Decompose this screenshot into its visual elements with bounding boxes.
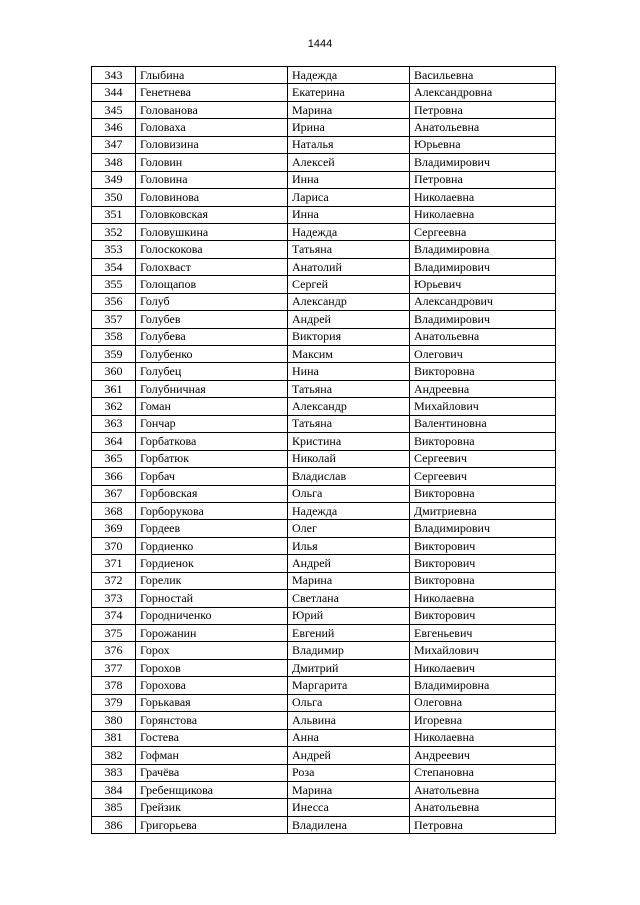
row-number-cell: 381 xyxy=(92,729,136,746)
surname-cell: Голубева xyxy=(136,328,288,345)
patronymic-cell: Анатольевна xyxy=(410,328,556,345)
surname-cell: Гончар xyxy=(136,415,288,432)
table-row xyxy=(92,816,556,833)
surname-cell: Горбовская xyxy=(136,485,288,502)
row-number-cell: 363 xyxy=(92,415,136,432)
row-number-cell: 369 xyxy=(92,520,136,537)
surname-cell: Головинова xyxy=(136,189,288,206)
surname-cell: Горбатюк xyxy=(136,450,288,467)
surname-cell: Головизина xyxy=(136,136,288,153)
row-number-cell: 350 xyxy=(92,189,136,206)
table-row xyxy=(92,311,556,328)
first-name-cell: Анатолий xyxy=(288,258,410,275)
first-name-cell: Владислав xyxy=(288,468,410,485)
row-number-cell: 343 xyxy=(92,67,136,84)
table-row xyxy=(92,171,556,188)
first-name-cell: Роза xyxy=(288,764,410,781)
surname-cell: Горохова xyxy=(136,677,288,694)
row-number-cell: 352 xyxy=(92,223,136,240)
surname-cell: Голованова xyxy=(136,101,288,118)
patronymic-cell: Степановна xyxy=(410,764,556,781)
surname-cell: Голубничная xyxy=(136,380,288,397)
patronymic-cell: Викторович xyxy=(410,537,556,554)
first-name-cell: Марина xyxy=(288,572,410,589)
surname-cell: Горбаткова xyxy=(136,433,288,450)
table-row xyxy=(92,84,556,101)
surname-cell: Гостева xyxy=(136,729,288,746)
first-name-cell: Андрей xyxy=(288,311,410,328)
first-name-cell: Дмитрий xyxy=(288,659,410,676)
surname-cell: Головина xyxy=(136,171,288,188)
patronymic-cell: Викторовна xyxy=(410,572,556,589)
table-row xyxy=(92,659,556,676)
first-name-cell: Надежда xyxy=(288,67,410,84)
surname-cell: Горностай xyxy=(136,590,288,607)
first-name-cell: Ольга xyxy=(288,694,410,711)
table-row xyxy=(92,520,556,537)
first-name-cell: Татьяна xyxy=(288,380,410,397)
patronymic-cell: Юрьевна xyxy=(410,136,556,153)
names-table xyxy=(91,66,556,834)
patronymic-cell: Петровна xyxy=(410,816,556,833)
row-number-cell: 378 xyxy=(92,677,136,694)
surname-cell: Горох xyxy=(136,642,288,659)
patronymic-cell: Николаевна xyxy=(410,189,556,206)
row-number-cell: 367 xyxy=(92,485,136,502)
first-name-cell: Альвина xyxy=(288,712,410,729)
table-row xyxy=(92,502,556,519)
table-row xyxy=(92,328,556,345)
table-row xyxy=(92,677,556,694)
table-row xyxy=(92,607,556,624)
row-number-cell: 348 xyxy=(92,154,136,171)
patronymic-cell: Андреевна xyxy=(410,380,556,397)
surname-cell: Горбач xyxy=(136,468,288,485)
surname-cell: Голощапов xyxy=(136,276,288,293)
surname-cell: Головаха xyxy=(136,119,288,136)
first-name-cell: Максим xyxy=(288,346,410,363)
table-row xyxy=(92,154,556,171)
patronymic-cell: Анатольевна xyxy=(410,781,556,798)
patronymic-cell: Юрьевич xyxy=(410,276,556,293)
table-row xyxy=(92,694,556,711)
table-row xyxy=(92,572,556,589)
row-number-cell: 377 xyxy=(92,659,136,676)
row-number-cell: 383 xyxy=(92,764,136,781)
first-name-cell: Олег xyxy=(288,520,410,537)
surname-cell: Глыбина xyxy=(136,67,288,84)
first-name-cell: Сергей xyxy=(288,276,410,293)
surname-cell: Голубенко xyxy=(136,346,288,363)
first-name-cell: Надежда xyxy=(288,223,410,240)
first-name-cell: Марина xyxy=(288,781,410,798)
patronymic-cell: Дмитриевна xyxy=(410,502,556,519)
table-row xyxy=(92,712,556,729)
row-number-cell: 357 xyxy=(92,311,136,328)
surname-cell: Гордеев xyxy=(136,520,288,537)
patronymic-cell: Сергеевич xyxy=(410,450,556,467)
surname-cell: Гофман xyxy=(136,747,288,764)
row-number-cell: 382 xyxy=(92,747,136,764)
patronymic-cell: Олегович xyxy=(410,346,556,363)
row-number-cell: 366 xyxy=(92,468,136,485)
surname-cell: Грейзик xyxy=(136,799,288,816)
row-number-cell: 361 xyxy=(92,380,136,397)
row-number-cell: 371 xyxy=(92,555,136,572)
table-row xyxy=(92,625,556,642)
first-name-cell: Инна xyxy=(288,171,410,188)
patronymic-cell: Николаевна xyxy=(410,729,556,746)
patronymic-cell: Петровна xyxy=(410,171,556,188)
table-row xyxy=(92,223,556,240)
row-number-cell: 365 xyxy=(92,450,136,467)
table-row xyxy=(92,781,556,798)
row-number-cell: 374 xyxy=(92,607,136,624)
surname-cell: Горборукова xyxy=(136,502,288,519)
first-name-cell: Марина xyxy=(288,101,410,118)
table-row xyxy=(92,189,556,206)
first-name-cell: Анна xyxy=(288,729,410,746)
row-number-cell: 372 xyxy=(92,572,136,589)
first-name-cell: Наталья xyxy=(288,136,410,153)
patronymic-cell: Владимирович xyxy=(410,311,556,328)
first-name-cell: Юрий xyxy=(288,607,410,624)
first-name-cell: Лариса xyxy=(288,189,410,206)
first-name-cell: Владилена xyxy=(288,816,410,833)
patronymic-cell: Владимировна xyxy=(410,677,556,694)
table-row xyxy=(92,747,556,764)
table-row xyxy=(92,276,556,293)
patronymic-cell: Николаевич xyxy=(410,659,556,676)
patronymic-cell: Сергеевич xyxy=(410,468,556,485)
patronymic-cell: Викторович xyxy=(410,555,556,572)
row-number-cell: 370 xyxy=(92,537,136,554)
surname-cell: Григорьева xyxy=(136,816,288,833)
patronymic-cell: Николаевна xyxy=(410,590,556,607)
row-number-cell: 351 xyxy=(92,206,136,223)
surname-cell: Горожанин xyxy=(136,625,288,642)
table-row xyxy=(92,485,556,502)
surname-cell: Горянстова xyxy=(136,712,288,729)
patronymic-cell: Игоревна xyxy=(410,712,556,729)
first-name-cell: Евгений xyxy=(288,625,410,642)
patronymic-cell: Викторовна xyxy=(410,433,556,450)
row-number-cell: 354 xyxy=(92,258,136,275)
surname-cell: Голоскокова xyxy=(136,241,288,258)
patronymic-cell: Анатольевна xyxy=(410,119,556,136)
first-name-cell: Маргарита xyxy=(288,677,410,694)
first-name-cell: Александр xyxy=(288,398,410,415)
row-number-cell: 359 xyxy=(92,346,136,363)
table-row xyxy=(92,415,556,432)
row-number-cell: 347 xyxy=(92,136,136,153)
first-name-cell: Светлана xyxy=(288,590,410,607)
surname-cell: Голубев xyxy=(136,311,288,328)
row-number-cell: 380 xyxy=(92,712,136,729)
patronymic-cell: Анатольевна xyxy=(410,799,556,816)
table-row xyxy=(92,380,556,397)
table-row xyxy=(92,642,556,659)
surname-cell: Голуб xyxy=(136,293,288,310)
patronymic-cell: Александрович xyxy=(410,293,556,310)
patronymic-cell: Михайлович xyxy=(410,642,556,659)
patronymic-cell: Викторович xyxy=(410,607,556,624)
first-name-cell: Нина xyxy=(288,363,410,380)
row-number-cell: 362 xyxy=(92,398,136,415)
patronymic-cell: Васильевна xyxy=(410,67,556,84)
first-name-cell: Ольга xyxy=(288,485,410,502)
surname-cell: Головушкина xyxy=(136,223,288,240)
patronymic-cell: Викторовна xyxy=(410,485,556,502)
patronymic-cell: Петровна xyxy=(410,101,556,118)
surname-cell: Голубец xyxy=(136,363,288,380)
row-number-cell: 353 xyxy=(92,241,136,258)
row-number-cell: 373 xyxy=(92,590,136,607)
patronymic-cell: Владимирович xyxy=(410,258,556,275)
patronymic-cell: Александровна xyxy=(410,84,556,101)
row-number-cell: 375 xyxy=(92,625,136,642)
surname-cell: Головин xyxy=(136,154,288,171)
first-name-cell: Владимир xyxy=(288,642,410,659)
surname-cell: Грачёва xyxy=(136,764,288,781)
patronymic-cell: Владимирович xyxy=(410,520,556,537)
patronymic-cell: Викторовна xyxy=(410,363,556,380)
table-row xyxy=(92,799,556,816)
surname-cell: Горелик xyxy=(136,572,288,589)
table-row xyxy=(92,293,556,310)
names-table-body xyxy=(92,67,556,834)
table-row xyxy=(92,468,556,485)
first-name-cell: Ирина xyxy=(288,119,410,136)
surname-cell: Головковская xyxy=(136,206,288,223)
surname-cell: Гордиенко xyxy=(136,537,288,554)
first-name-cell: Екатерина xyxy=(288,84,410,101)
first-name-cell: Александр xyxy=(288,293,410,310)
patronymic-cell: Евгеньевич xyxy=(410,625,556,642)
row-number-cell: 386 xyxy=(92,816,136,833)
first-name-cell: Надежда xyxy=(288,502,410,519)
row-number-cell: 360 xyxy=(92,363,136,380)
row-number-cell: 344 xyxy=(92,84,136,101)
table-row xyxy=(92,729,556,746)
patronymic-cell: Владимировна xyxy=(410,241,556,258)
table-row xyxy=(92,346,556,363)
first-name-cell: Кристина xyxy=(288,433,410,450)
row-number-cell: 345 xyxy=(92,101,136,118)
first-name-cell: Андрей xyxy=(288,747,410,764)
first-name-cell: Инна xyxy=(288,206,410,223)
patronymic-cell: Валентиновна xyxy=(410,415,556,432)
table-row xyxy=(92,241,556,258)
row-number-cell: 364 xyxy=(92,433,136,450)
row-number-cell: 356 xyxy=(92,293,136,310)
first-name-cell: Илья xyxy=(288,537,410,554)
row-number-cell: 358 xyxy=(92,328,136,345)
table-row xyxy=(92,363,556,380)
row-number-cell: 376 xyxy=(92,642,136,659)
table-row xyxy=(92,764,556,781)
table-row xyxy=(92,590,556,607)
table-row xyxy=(92,119,556,136)
surname-cell: Горькавая xyxy=(136,694,288,711)
surname-cell: Гоман xyxy=(136,398,288,415)
first-name-cell: Николай xyxy=(288,450,410,467)
first-name-cell: Татьяна xyxy=(288,415,410,432)
surname-cell: Гребенщикова xyxy=(136,781,288,798)
patronymic-cell: Андреевич xyxy=(410,747,556,764)
row-number-cell: 346 xyxy=(92,119,136,136)
patronymic-cell: Николаевна xyxy=(410,206,556,223)
table-row xyxy=(92,398,556,415)
page-number: 1444 xyxy=(307,38,333,50)
table-row xyxy=(92,136,556,153)
row-number-cell: 385 xyxy=(92,799,136,816)
patronymic-cell: Владимирович xyxy=(410,154,556,171)
row-number-cell: 368 xyxy=(92,502,136,519)
patronymic-cell: Сергеевна xyxy=(410,223,556,240)
first-name-cell: Андрей xyxy=(288,555,410,572)
table-row xyxy=(92,433,556,450)
surname-cell: Гордиенок xyxy=(136,555,288,572)
surname-cell: Генетнева xyxy=(136,84,288,101)
surname-cell: Горохов xyxy=(136,659,288,676)
first-name-cell: Инесса xyxy=(288,799,410,816)
table-row xyxy=(92,450,556,467)
table-row xyxy=(92,206,556,223)
row-number-cell: 379 xyxy=(92,694,136,711)
row-number-cell: 384 xyxy=(92,781,136,798)
row-number-cell: 355 xyxy=(92,276,136,293)
patronymic-cell: Михайлович xyxy=(410,398,556,415)
first-name-cell: Виктория xyxy=(288,328,410,345)
first-name-cell: Татьяна xyxy=(288,241,410,258)
surname-cell: Голохваст xyxy=(136,258,288,275)
table-row xyxy=(92,101,556,118)
table-row xyxy=(92,537,556,554)
table-row xyxy=(92,258,556,275)
surname-cell: Городниченко xyxy=(136,607,288,624)
patronymic-cell: Олеговна xyxy=(410,694,556,711)
first-name-cell: Алексей xyxy=(288,154,410,171)
row-number-cell: 349 xyxy=(92,171,136,188)
table-row xyxy=(92,555,556,572)
table-row xyxy=(92,67,556,84)
